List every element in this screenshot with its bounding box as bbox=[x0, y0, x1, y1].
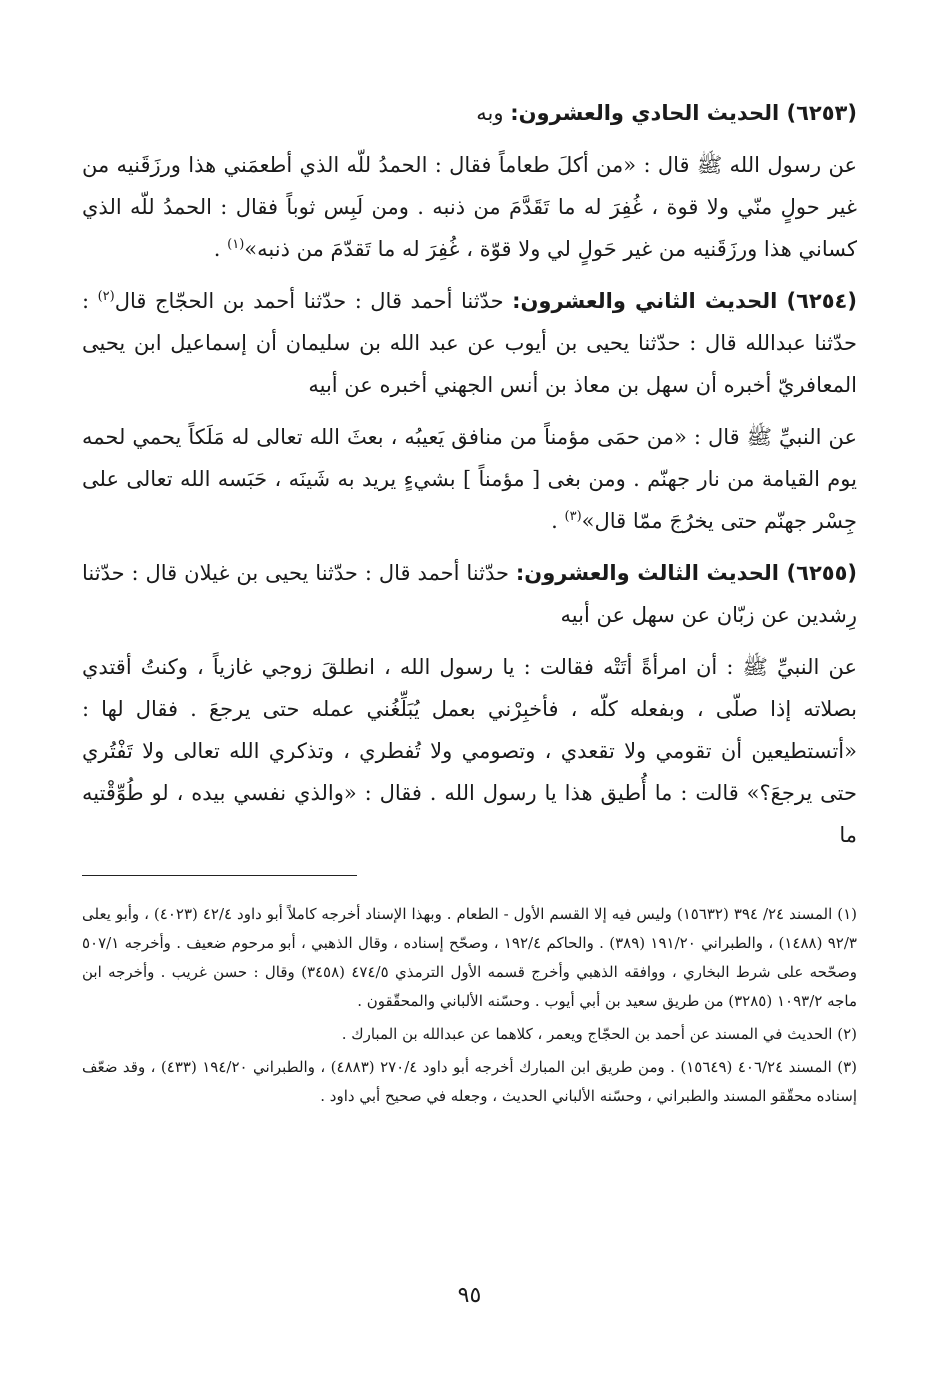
footnote-2: (٢) الحديث في المسند عن أحمد بن الحجّاج ويعمر ، كلاهما عن عبدالله بن المبارك . bbox=[341, 1025, 857, 1043]
paragraph-text: حدّثنا أحمد قال : حدّثنا يحيى بن غيلان قال : حدّثنا رِشدين عن زبّان عن سهل عن أبيه bbox=[82, 561, 857, 627]
hadith-6253-text bbox=[82, 144, 857, 270]
paragraph-tail: . bbox=[551, 509, 565, 533]
footnote-ref[interactable]: (٣) bbox=[564, 509, 582, 524]
footnote-divider bbox=[82, 875, 357, 876]
footnote-ref[interactable]: (١) bbox=[227, 237, 245, 252]
hadith-6253-header bbox=[82, 92, 857, 134]
footnote-ref[interactable]: (٢) bbox=[97, 289, 115, 304]
hadith-6254-header bbox=[82, 280, 857, 406]
paragraph-tail: . bbox=[213, 237, 228, 261]
hadith-heading: (٦٢٥٥) الحديث الثالث والعشرون: bbox=[515, 561, 858, 585]
footnotes bbox=[82, 900, 857, 1115]
hadith-6255-header bbox=[82, 552, 857, 636]
page-number: ٩٥ bbox=[457, 1283, 482, 1308]
main-text bbox=[82, 92, 857, 866]
paragraph-text: وبه bbox=[476, 101, 511, 125]
paragraph-text: حدّثنا أحمد قال : حدّثنا أحمد بن الحجّاج قال bbox=[114, 289, 513, 313]
hadith-heading: (٦٢٥٣) الحديث الحادي والعشرون: bbox=[510, 101, 857, 125]
paragraph-text: عن النبيِّ ﷺ قال : «من حمَى مؤمناً من منافق يَعيبُه ، بعثَ الله تعالى له مَلَكاً يحمي لحمه يوم القيامة من نار جهنّم . ومن بغى [ مؤمناً ] بشيءٍ يريد به شَينَه ، حَبَسه الله تعالى على جِسْر جهنّم حتى يخرُجَ ممّا قال» bbox=[82, 425, 857, 533]
paragraph-tail: : حدّثنا عبدالله قال : حدّثنا يحيى بن أيوب عن عبد الله بن سليمان أن إسماعيل ابن يحيى المعافريّ أخبره أن سهل بن معاذ بن أنس الجهني أخبره عن أبيه bbox=[82, 289, 857, 397]
footnote-1: (١) المسند ٢٤/ ٣٩٤ (١٥٦٣٢) وليس فيه إلا القسم الأول - الطعام . وبهذا الإسناد أخرجه كاملاً أبو داود ٤٢/٤ (٤٠٢٣) ، وأبو يعلى ٩٢/٣ (١٤٨٨) ، والطبراني ١٩١/٢٠ (٣٨٩) . والحاكم ١٩٢/٤ ، وصحّح إسناده ، وقال الذهبي ، أبو مرحوم ضعيف . وأخرجه ٥٠٧/١ وصحّحه على شرط البخاري ، ووافقه الذهبي وأخرج قسمه الأول الترمذي ٤٧٤/٥ (٣٤٥٨) وقال : حسن غريب . وأخرجه ابن ماجه ١٠٩٣/٢ (٣٢٨٥) من طريق سعيد بن أبي أيوب . وحسّنه الألباني والمحقّقون . bbox=[82, 905, 857, 1010]
hadith-6254-text bbox=[82, 416, 857, 542]
hadith-6255-text bbox=[82, 646, 857, 856]
paragraph-text: عن النبيِّ ﷺ : أن امرأةً أتَتْه فقالت : يا رسول الله ، انطلقَ زوجي غازياً ، وكنتُ أقتدي بصلاته إذا صلّى ، وبفعله كلّه ، فأخبِرْني بعمل يُبَلِّغُني عمله حتى يرجعَ . فقال لها : «أتستطيعين أن تقومي ولا تقعدي ، وتصومي ولا تُفطري ، وتذكري الله تعالى ولا تَفْتُري حتى يرجعَ؟» قالت : ما أُطيق هذا يا رسول الله . فقال : «والذي نفسي بيده ، لو طُوِّقْتيه ما bbox=[82, 655, 857, 847]
paragraph-text: عن رسول الله ﷺ قال : «من أكلَ طعاماً فقال : الحمدُ للّه الذي أطعمَني هذا ورزَقَنيه من غير حولٍ منّي ولا قوة ، غُفِرَ له ما تَقَدَّمَ من ذنبه . ومن لَبِس ثوباً فقال : الحمدُ للّه الذي كساني هذا ورزَقَنيه من غير حَولٍ لي ولا قوّة ، غُفِرَ له ما تَقدّمَ من ذنبه» bbox=[82, 153, 857, 261]
hadith-heading: (٦٢٥٤) الحديث الثاني والعشرون: bbox=[512, 289, 857, 313]
footnote-3: (٣) المسند ٤٠٦/٢٤ (١٥٦٤٩) . ومن طريق ابن المبارك أخرجه أبو داود ٢٧٠/٤ (٤٨٨٣) ، والطبراني ١٩٤/٢٠ (٤٣٣) ، وقد ضعّف إسناده محقّقو المسند والطبراني ، وحسّنه الألباني الحديث ، وجعله في صحيح أبي داود . bbox=[82, 1058, 858, 1105]
